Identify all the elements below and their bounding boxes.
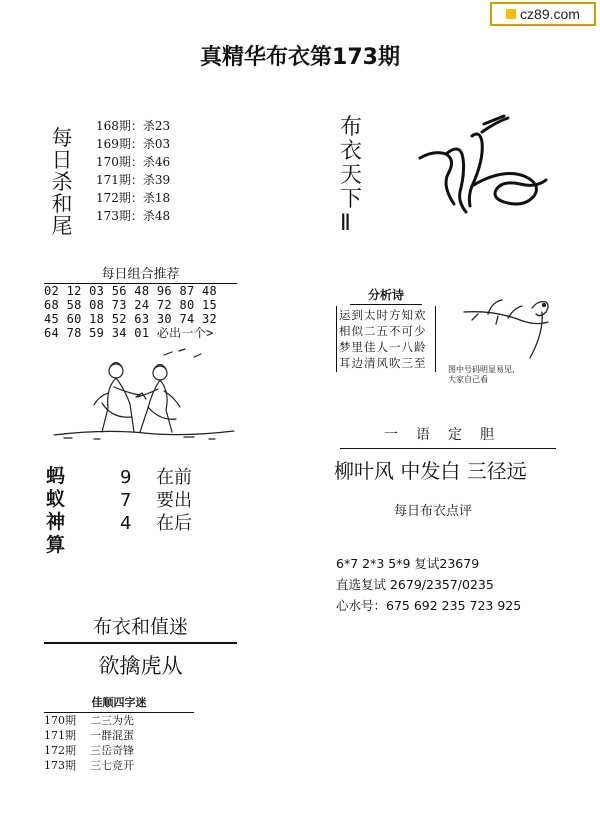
- combo-row: 68 58 08 73 24 72 80 15: [44, 298, 218, 312]
- ant-row-number: 7: [120, 490, 132, 511]
- four-char-period: 172期: [44, 744, 76, 757]
- daily-kill-label-char: 每: [51, 126, 73, 150]
- four-char-text: 二三为先: [90, 714, 134, 727]
- poem-line: 耳边清风吹三至: [339, 356, 427, 370]
- daily-review-heading: 每日布衣点评: [394, 504, 473, 519]
- four-char-riddle: [44, 694, 194, 773]
- hezhi-section: [44, 612, 237, 680]
- ant-row-number: 9: [120, 467, 132, 488]
- four-char-period: 170期: [44, 714, 76, 727]
- combo-recommendation: [44, 263, 237, 340]
- ant-row: [120, 466, 192, 489]
- daily-kill-item: 171期：杀39: [96, 173, 171, 187]
- ant-label-char: 蚁: [46, 488, 66, 510]
- ant-row: [120, 512, 192, 535]
- four-char-period: 171期: [44, 729, 76, 742]
- four-char-row: [44, 743, 194, 758]
- poem-line: 梦里佳人一八龄: [339, 340, 427, 354]
- site-watermark: [490, 2, 596, 26]
- ant-row-text: 要出: [156, 490, 192, 511]
- four-char-period: 173期: [44, 759, 76, 772]
- ant-label-char: 蚂: [46, 465, 66, 487]
- combo-row: 45 60 18 52 63 30 74 32: [44, 312, 218, 326]
- page-title: 真精华布衣第173期: [200, 45, 400, 70]
- four-char-row: [44, 713, 194, 728]
- yiyu-section: [340, 424, 556, 449]
- ant-row-number: 4: [120, 513, 132, 534]
- four-char-text: 一群混蛋: [90, 729, 134, 742]
- poem-title: 分析诗: [350, 286, 422, 305]
- review-numbers: [336, 553, 521, 616]
- four-char-row: [44, 758, 194, 773]
- branch-caption-line: 图中号码明显易见，: [448, 365, 520, 374]
- hezhi-heading: 布衣和值迷: [44, 612, 237, 644]
- daily-kill-label-char: 和: [51, 192, 73, 216]
- watermark-square-icon: [506, 9, 516, 19]
- ant-label-char: 神: [46, 511, 66, 533]
- review-number-line: 心水号：675 692 235 723 925: [336, 598, 522, 613]
- calligraphy-drawing: [412, 114, 572, 222]
- buyi-char: 天: [340, 163, 363, 188]
- ant-row-text: 在前: [156, 467, 192, 488]
- daily-kill-item: 168期：杀23: [96, 119, 171, 133]
- buyi-label: [340, 116, 366, 236]
- watermark-text: cz89.com: [520, 6, 580, 22]
- four-char-row: [44, 728, 194, 743]
- buyi-char: 衣: [340, 139, 363, 164]
- four-char-title: 佳顺四字迷: [44, 694, 194, 713]
- ant-label-char: 算: [46, 534, 66, 556]
- combo-title: 每日组合推荐: [44, 263, 237, 284]
- combo-row: 64 78 59 34 01 必出一个>: [44, 326, 214, 340]
- four-char-text: 三七竞开: [90, 759, 134, 772]
- hezhi-phrase: 欲擒虎从: [98, 654, 183, 678]
- daily-kill-item: 169期：杀03: [96, 137, 171, 151]
- analysis-poem: [336, 286, 436, 372]
- daily-kill-label-char: 日: [51, 148, 73, 172]
- poem-line: 相似二五不可少: [339, 324, 427, 338]
- review-number-line: 直选复试 2679/2357/0235: [336, 577, 494, 592]
- daily-kill-list: [96, 117, 170, 225]
- daily-kill-item: 170期：杀46: [96, 155, 171, 169]
- buyi-char: 布: [340, 115, 363, 140]
- four-char-text: 三岳奇锋: [90, 744, 134, 757]
- branch-caption-line: 大家自己看: [448, 375, 488, 384]
- branch-drawing: [448, 288, 558, 368]
- buyi-char: 下: [340, 187, 363, 212]
- ant-rows: [120, 466, 192, 535]
- poem-line: 运到太时方知欢: [339, 308, 427, 322]
- daily-kill-label-char: 尾: [51, 214, 73, 238]
- branch-caption: [448, 365, 558, 385]
- daily-kill-label-char: 杀: [51, 170, 73, 194]
- daily-kill-item: 172期：杀18: [96, 191, 171, 205]
- two-figures-illustration: [44, 343, 237, 443]
- review-number-line: 6*7 2*3 5*9 复试23679: [336, 556, 480, 571]
- ant-row-text: 在后: [156, 513, 192, 534]
- buyi-char: Ⅱ: [340, 211, 351, 236]
- daily-kill-label: [50, 127, 74, 237]
- poem-lines: [336, 306, 436, 372]
- ant-label: [46, 465, 70, 557]
- combo-row: 02 12 03 56 48 96 87 48: [44, 284, 218, 298]
- yiyu-title: 一语定胆: [340, 424, 556, 449]
- yiyu-phrase: 柳叶风 中发白 三径远: [334, 459, 527, 483]
- daily-kill-item: 173期：杀48: [96, 209, 171, 223]
- ant-row: [120, 489, 192, 512]
